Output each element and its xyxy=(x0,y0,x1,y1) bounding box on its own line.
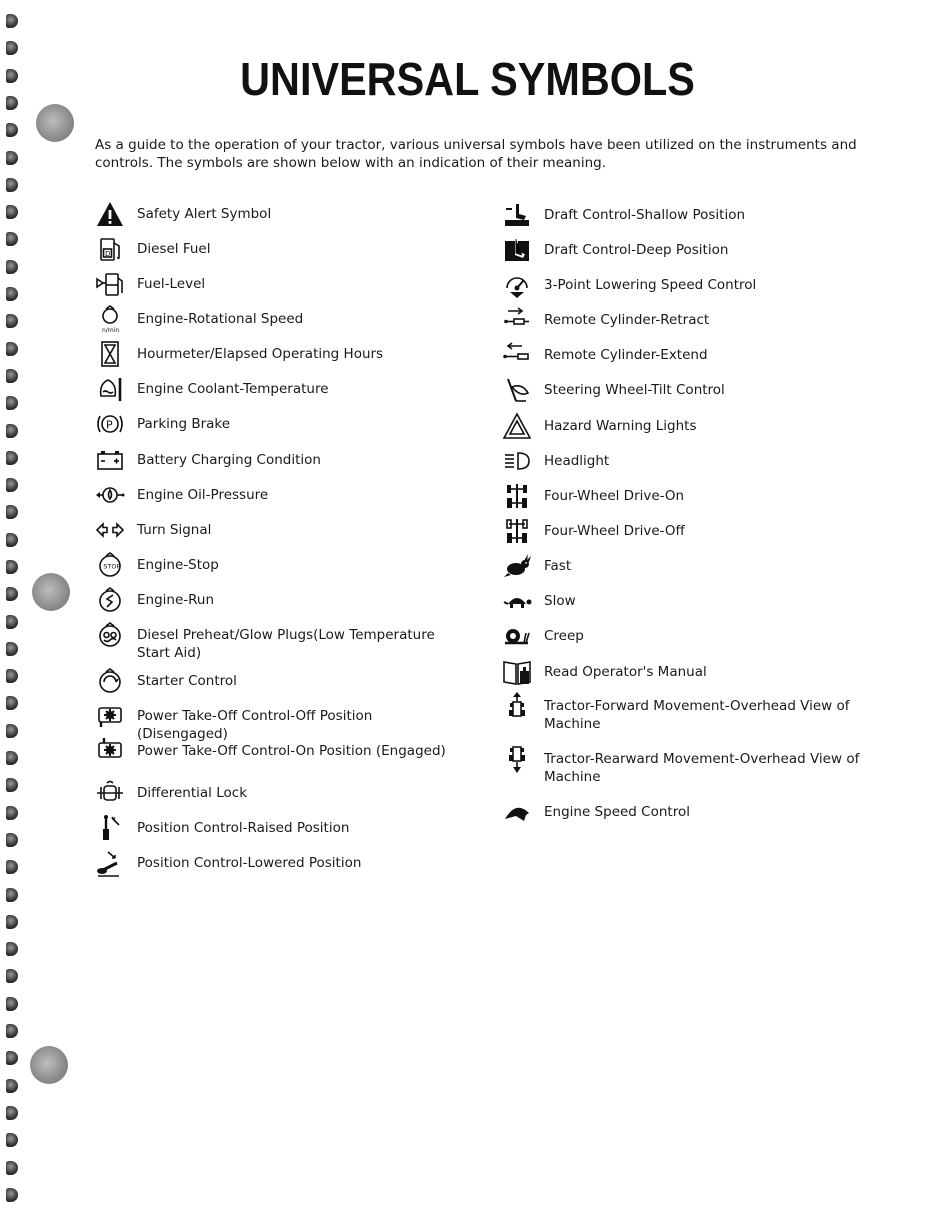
symbol-item xyxy=(93,778,467,808)
symbol-item xyxy=(93,736,467,766)
binding-ring xyxy=(6,560,18,574)
binding-ring xyxy=(6,915,18,929)
symbol-item xyxy=(93,620,467,662)
coolant-temperature-icon xyxy=(93,374,127,404)
binding-ring xyxy=(6,96,18,110)
symbol-label: Remote Cylinder-Retract xyxy=(544,312,710,328)
binding-ring xyxy=(6,1161,18,1175)
symbol-label: Diesel Preheat/Glow Plugs(Low Temperature Start Aid) xyxy=(137,627,435,661)
symbol-label: Position Control-Lowered Position xyxy=(137,855,362,871)
binding-ring xyxy=(6,969,18,983)
binding-ring xyxy=(6,615,18,629)
symbol-label: Creep xyxy=(544,628,584,644)
engine-rotational-speed-icon xyxy=(93,304,127,334)
symbol-label: Slow xyxy=(544,593,576,609)
binding-ring xyxy=(6,41,18,55)
engine-speed-control-icon xyxy=(500,797,534,827)
binding-ring xyxy=(6,69,18,83)
binding-ring xyxy=(6,533,18,547)
symbol-item xyxy=(93,234,467,264)
symbol-label: Headlight xyxy=(544,453,610,469)
four-wheel-drive-on-icon xyxy=(500,481,534,511)
binding-ring xyxy=(6,260,18,274)
glow-plug-icon xyxy=(93,620,127,650)
symbol-label: Four-Wheel Drive-Off xyxy=(544,523,685,539)
symbol-label: Engine Speed Control xyxy=(544,804,690,820)
binding-ring xyxy=(6,178,18,192)
symbol-item xyxy=(500,797,874,827)
symbol-item xyxy=(500,270,874,300)
page-title: UNIVERSAL SYMBOLS xyxy=(240,53,695,105)
binding-ring xyxy=(6,888,18,902)
binding-ring xyxy=(6,505,18,519)
symbol-label: Remote Cylinder-Extend xyxy=(544,347,708,363)
binding-ring xyxy=(6,424,18,438)
symbol-item xyxy=(93,409,467,439)
pto-on-icon xyxy=(93,736,127,766)
symbol-item xyxy=(500,305,874,335)
intro-paragraph: As a guide to the operation of your tractor, various universal symbols have been utilized on the instruments and controls. The symbols are shown below with an indication of their meaning. xyxy=(95,137,857,171)
symbol-item xyxy=(500,235,874,265)
symbol-item xyxy=(93,848,467,878)
binding-ring xyxy=(6,1051,18,1065)
differential-lock-icon xyxy=(93,778,127,808)
symbol-label: Hazard Warning Lights xyxy=(544,418,697,434)
steering-tilt-icon xyxy=(500,375,534,405)
binding-ring xyxy=(6,1024,18,1038)
symbol-item xyxy=(93,585,467,615)
symbol-item xyxy=(93,813,467,843)
symbol-label: Differential Lock xyxy=(137,785,248,801)
symbol-label: Hourmeter/Elapsed Operating Hours xyxy=(137,346,384,362)
binding-ring xyxy=(6,724,18,738)
binding-ring xyxy=(6,232,18,246)
svg-text:P: P xyxy=(106,418,113,432)
binding-ring xyxy=(6,806,18,820)
symbol-item xyxy=(500,200,874,230)
binding-ring xyxy=(6,14,18,28)
binding-ring xyxy=(6,642,18,656)
binding-ring xyxy=(6,151,18,165)
punch-hole-top xyxy=(36,104,74,142)
binding-ring xyxy=(6,833,18,847)
symbol-item xyxy=(93,374,467,404)
symbol-item xyxy=(500,516,874,546)
binding-ring xyxy=(6,997,18,1011)
engine-stop-icon xyxy=(93,550,127,580)
symbol-item xyxy=(500,621,874,651)
draft-deep-icon xyxy=(500,235,534,265)
safety-alert-icon xyxy=(93,199,127,229)
symbol-item xyxy=(500,340,874,370)
tractor-forward-icon xyxy=(500,691,534,721)
starter-control-icon xyxy=(93,666,127,696)
oil-pressure-icon xyxy=(93,480,127,510)
symbol-label: Engine Oil-Pressure xyxy=(137,487,269,503)
symbol-label: 3-Point Lowering Speed Control xyxy=(544,277,757,293)
symbol-label: Tractor-Rearward Movement-Overhead View of Machine xyxy=(544,751,860,785)
tractor-rearward-icon xyxy=(500,744,534,774)
symbol-item xyxy=(500,657,874,687)
binding-ring xyxy=(6,205,18,219)
fast-rabbit-icon xyxy=(500,551,534,581)
binding-ring xyxy=(6,314,18,328)
symbol-label: Steering Wheel-Tilt Control xyxy=(544,382,725,398)
position-lowered-icon xyxy=(93,848,127,878)
symbol-label: Engine-Stop xyxy=(137,557,219,573)
binding-ring xyxy=(6,396,18,410)
binding-ring xyxy=(6,860,18,874)
symbol-item xyxy=(500,551,874,581)
symbol-item xyxy=(500,744,874,786)
battery-icon xyxy=(93,445,127,475)
symbol-item xyxy=(500,691,874,733)
hourmeter-icon xyxy=(93,339,127,369)
symbol-label: Starter Control xyxy=(137,673,237,689)
symbol-item xyxy=(500,375,874,405)
diesel-fuel-icon xyxy=(93,234,127,264)
binding-ring xyxy=(6,1133,18,1147)
binding-ring xyxy=(6,942,18,956)
svg-text:n/min: n/min xyxy=(102,327,120,334)
symbol-item xyxy=(93,269,467,299)
symbol-label: Draft Control-Deep Position xyxy=(544,242,729,258)
symbol-item xyxy=(93,480,467,510)
symbol-label: Four-Wheel Drive-On xyxy=(544,488,685,504)
symbol-item xyxy=(500,411,874,441)
symbol-label: Draft Control-Shallow Position xyxy=(544,207,746,223)
creep-snail-icon xyxy=(500,621,534,651)
binding-ring xyxy=(6,123,18,137)
symbol-label: Diesel Fuel xyxy=(137,241,211,257)
symbol-item xyxy=(500,481,874,511)
symbol-label: Fuel-Level xyxy=(137,276,206,292)
binding-ring xyxy=(6,778,18,792)
hazard-lights-icon xyxy=(500,411,534,441)
binding-ring xyxy=(6,696,18,710)
cylinder-extend-icon xyxy=(500,340,534,370)
symbol-label: Power Take-Off Control-Off Position (Disengaged) xyxy=(137,708,373,742)
binding-ring xyxy=(6,287,18,301)
symbol-item xyxy=(93,304,467,334)
engine-run-icon xyxy=(93,585,127,615)
symbol-label: Engine-Run xyxy=(137,592,215,608)
symbol-item xyxy=(93,666,467,696)
svg-text:D: D xyxy=(105,250,111,258)
symbol-label: Position Control-Raised Position xyxy=(137,820,350,836)
symbol-label: Power Take-Off Control-On Position (Engaged) xyxy=(137,743,446,759)
draft-shallow-icon xyxy=(500,200,534,230)
punch-hole-bottom xyxy=(30,1046,68,1084)
lowering-speed-icon xyxy=(500,270,534,300)
position-raised-icon xyxy=(93,813,127,843)
svg-text:STOP: STOP xyxy=(103,562,121,571)
binding-ring xyxy=(6,1188,18,1202)
binding-ring xyxy=(6,451,18,465)
symbol-label: Read Operator's Manual xyxy=(544,664,707,680)
spiral-binding xyxy=(0,0,30,1210)
binding-ring xyxy=(6,1106,18,1120)
operators-manual-icon xyxy=(500,657,534,687)
binding-ring xyxy=(6,478,18,492)
symbol-label: Turn Signal xyxy=(137,522,212,538)
symbol-label: Fast xyxy=(544,558,572,574)
binding-ring xyxy=(6,751,18,765)
symbol-item xyxy=(93,445,467,475)
binding-ring xyxy=(6,342,18,356)
symbol-item xyxy=(93,339,467,369)
slow-turtle-icon xyxy=(500,586,534,616)
symbol-item xyxy=(500,586,874,616)
symbol-item xyxy=(93,550,467,580)
fuel-level-icon xyxy=(93,269,127,299)
symbol-label: Engine-Rotational Speed xyxy=(137,311,304,327)
four-wheel-drive-off-icon xyxy=(500,516,534,546)
parking-brake-icon xyxy=(93,409,127,439)
binding-ring xyxy=(6,369,18,383)
symbol-label: Engine Coolant-Temperature xyxy=(137,381,329,397)
binding-ring xyxy=(6,669,18,683)
binding-ring xyxy=(6,587,18,601)
pto-off-icon xyxy=(93,701,127,731)
symbol-item xyxy=(93,515,467,545)
symbol-label: Tractor-Forward Movement-Overhead View of Machine xyxy=(544,698,850,732)
headlight-icon xyxy=(500,446,534,476)
symbol-item xyxy=(500,446,874,476)
symbol-label: Parking Brake xyxy=(137,416,231,432)
symbol-label: Battery Charging Condition xyxy=(137,452,321,468)
symbol-item xyxy=(93,199,467,229)
cylinder-retract-icon xyxy=(500,305,534,335)
symbol-label: Safety Alert Symbol xyxy=(137,206,272,222)
binding-ring xyxy=(6,1079,18,1093)
turn-signal-icon xyxy=(93,515,127,545)
punch-hole-middle xyxy=(32,573,70,611)
